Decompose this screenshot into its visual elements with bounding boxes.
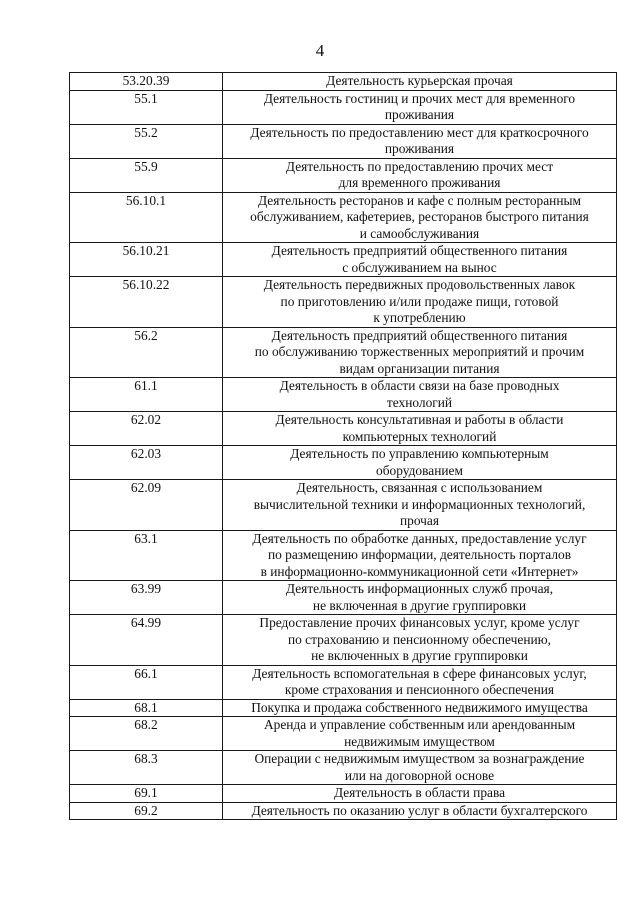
description-line: вычислительной техники и информационных технологий, <box>253 496 586 512</box>
okved-code: 69.1 <box>70 785 223 803</box>
okved-description <box>223 615 617 666</box>
okved-description <box>223 802 617 820</box>
description-line: Деятельность по управлению компьютерным <box>290 446 549 461</box>
okved-code: 68.1 <box>70 699 223 717</box>
description-line: по страхованию и пенсионному обеспечению, <box>287 631 552 647</box>
okved-code: 62.02 <box>70 412 223 446</box>
description-line: и самообслуживания <box>359 225 480 241</box>
table-row <box>70 581 617 615</box>
description-line: Деятельность предприятий общественного питания <box>271 327 568 343</box>
table-row <box>70 243 617 277</box>
okved-description <box>223 192 617 243</box>
okved-code: 53.20.39 <box>70 73 223 91</box>
table-row <box>70 327 617 378</box>
description-line: оборудованием <box>376 462 463 478</box>
description-line: Деятельность гостиниц и прочих мест для временного <box>263 90 576 106</box>
okved-description <box>223 446 617 480</box>
okved-description <box>223 665 617 699</box>
okved-description <box>223 480 617 531</box>
okved-description <box>223 412 617 446</box>
description-line: Покупка и продажа собственного недвижимого имущества <box>251 699 588 715</box>
description-line: прочая <box>399 513 440 528</box>
table-row <box>70 802 617 820</box>
table-row <box>70 615 617 666</box>
okved-table-body <box>70 73 617 820</box>
description-line: в информационно-коммуникационной сети «Интернет» <box>260 563 579 579</box>
okved-description <box>223 378 617 412</box>
okved-description <box>223 785 617 803</box>
okved-description <box>223 751 617 785</box>
okved-code: 68.3 <box>70 751 223 785</box>
description-line: по размещению информации, деятельность порталов <box>267 547 572 562</box>
okved-code: 56.10.22 <box>70 277 223 328</box>
okved-code: 56.10.1 <box>70 192 223 243</box>
description-line: Деятельность по предоставлению прочих мест <box>285 158 554 174</box>
okved-description <box>223 327 617 378</box>
okved-table <box>69 72 617 820</box>
description-line: не включенных в другие группировки <box>311 648 528 663</box>
description-line: обслуживанием, кафетериев, ресторанов быстрого питания <box>250 209 589 224</box>
description-line: Деятельность по оказанию услуг в области бухгалтерского <box>251 802 588 818</box>
description-line: технологий <box>386 394 453 410</box>
description-line: Деятельность по предоставлению мест для краткосрочного <box>250 124 589 140</box>
table-row <box>70 192 617 243</box>
description-line: Деятельность консультативная и работы в области <box>275 412 564 427</box>
okved-code: 55.9 <box>70 158 223 192</box>
description-line: по обслуживанию торжественных мероприятий и прочим <box>254 344 585 359</box>
table-row <box>70 90 617 124</box>
table-row <box>70 751 617 785</box>
description-line: для временного проживания <box>338 175 501 190</box>
description-line: Деятельность в области права <box>333 785 506 800</box>
table-row <box>70 665 617 699</box>
description-line: кроме страхования и пенсионного обеспечения <box>284 682 555 697</box>
table-row <box>70 699 617 717</box>
okved-description <box>223 699 617 717</box>
okved-description <box>223 530 617 581</box>
okved-description <box>223 581 617 615</box>
okved-code: 69.2 <box>70 802 223 820</box>
okved-description <box>223 90 617 124</box>
description-line: проживания <box>384 141 455 156</box>
okved-code: 63.99 <box>70 581 223 615</box>
table-row <box>70 717 617 751</box>
page-number: 4 <box>315 41 325 60</box>
okved-code: 55.1 <box>70 90 223 124</box>
okved-code: 68.2 <box>70 717 223 751</box>
table-row <box>70 124 617 158</box>
description-line: проживания <box>384 107 455 122</box>
table-row <box>70 73 617 91</box>
okved-code: 55.2 <box>70 124 223 158</box>
description-line: с обслуживанием на вынос <box>342 259 497 275</box>
description-line: Деятельность, связанная с использованием <box>296 480 543 495</box>
description-line: Деятельность ресторанов и кафе с полным ресторанным <box>258 192 581 208</box>
description-line: Аренда и управление собственным или арендованным <box>263 717 576 732</box>
okved-code: 63.1 <box>70 530 223 581</box>
okved-code: 56.2 <box>70 327 223 378</box>
description-line: видам организации питания <box>339 360 500 376</box>
table-row <box>70 412 617 446</box>
table-row <box>70 277 617 328</box>
description-line: к употреблению <box>373 310 466 325</box>
table-row <box>70 378 617 412</box>
okved-description <box>223 717 617 751</box>
description-line: Предоставление прочих финансовых услуг, кроме услуг <box>259 615 580 630</box>
description-line: Деятельность вспомогательная в сфере финансовых услуг, <box>252 665 587 681</box>
okved-description <box>223 158 617 192</box>
description-line: Деятельность информационных служб прочая, <box>285 581 554 596</box>
table-row <box>70 530 617 581</box>
okved-code: 64.99 <box>70 615 223 666</box>
description-line: Деятельность по обработке данных, предоставление услуг <box>252 530 587 546</box>
table-row <box>70 158 617 192</box>
description-line: или на договорной основе <box>344 767 495 783</box>
table-row <box>70 480 617 531</box>
description-line: компьютерных технологий <box>342 428 497 444</box>
okved-code: 62.09 <box>70 480 223 531</box>
okved-code: 66.1 <box>70 665 223 699</box>
table-row <box>70 785 617 803</box>
okved-description <box>223 124 617 158</box>
description-line: Операции с недвижимым имуществом за вознаграждение <box>254 751 585 766</box>
description-line: по приготовлению и/или продаже пищи, готовой <box>280 293 559 309</box>
okved-description <box>223 243 617 277</box>
okved-description <box>223 277 617 328</box>
okved-description <box>223 73 617 91</box>
table-row <box>70 446 617 480</box>
okved-code: 61.1 <box>70 378 223 412</box>
description-line: Деятельность предприятий общественного питания <box>271 243 568 258</box>
description-line: Деятельность передвижных продовольственных лавок <box>263 277 576 292</box>
description-line: Деятельность курьерская прочая <box>326 73 513 88</box>
okved-code: 62.03 <box>70 446 223 480</box>
description-line: не включенная в другие группировки <box>312 597 527 613</box>
okved-code: 56.10.21 <box>70 243 223 277</box>
description-line: недвижимым имуществом <box>344 733 495 749</box>
description-line: Деятельность в области связи на базе проводных <box>279 378 560 393</box>
